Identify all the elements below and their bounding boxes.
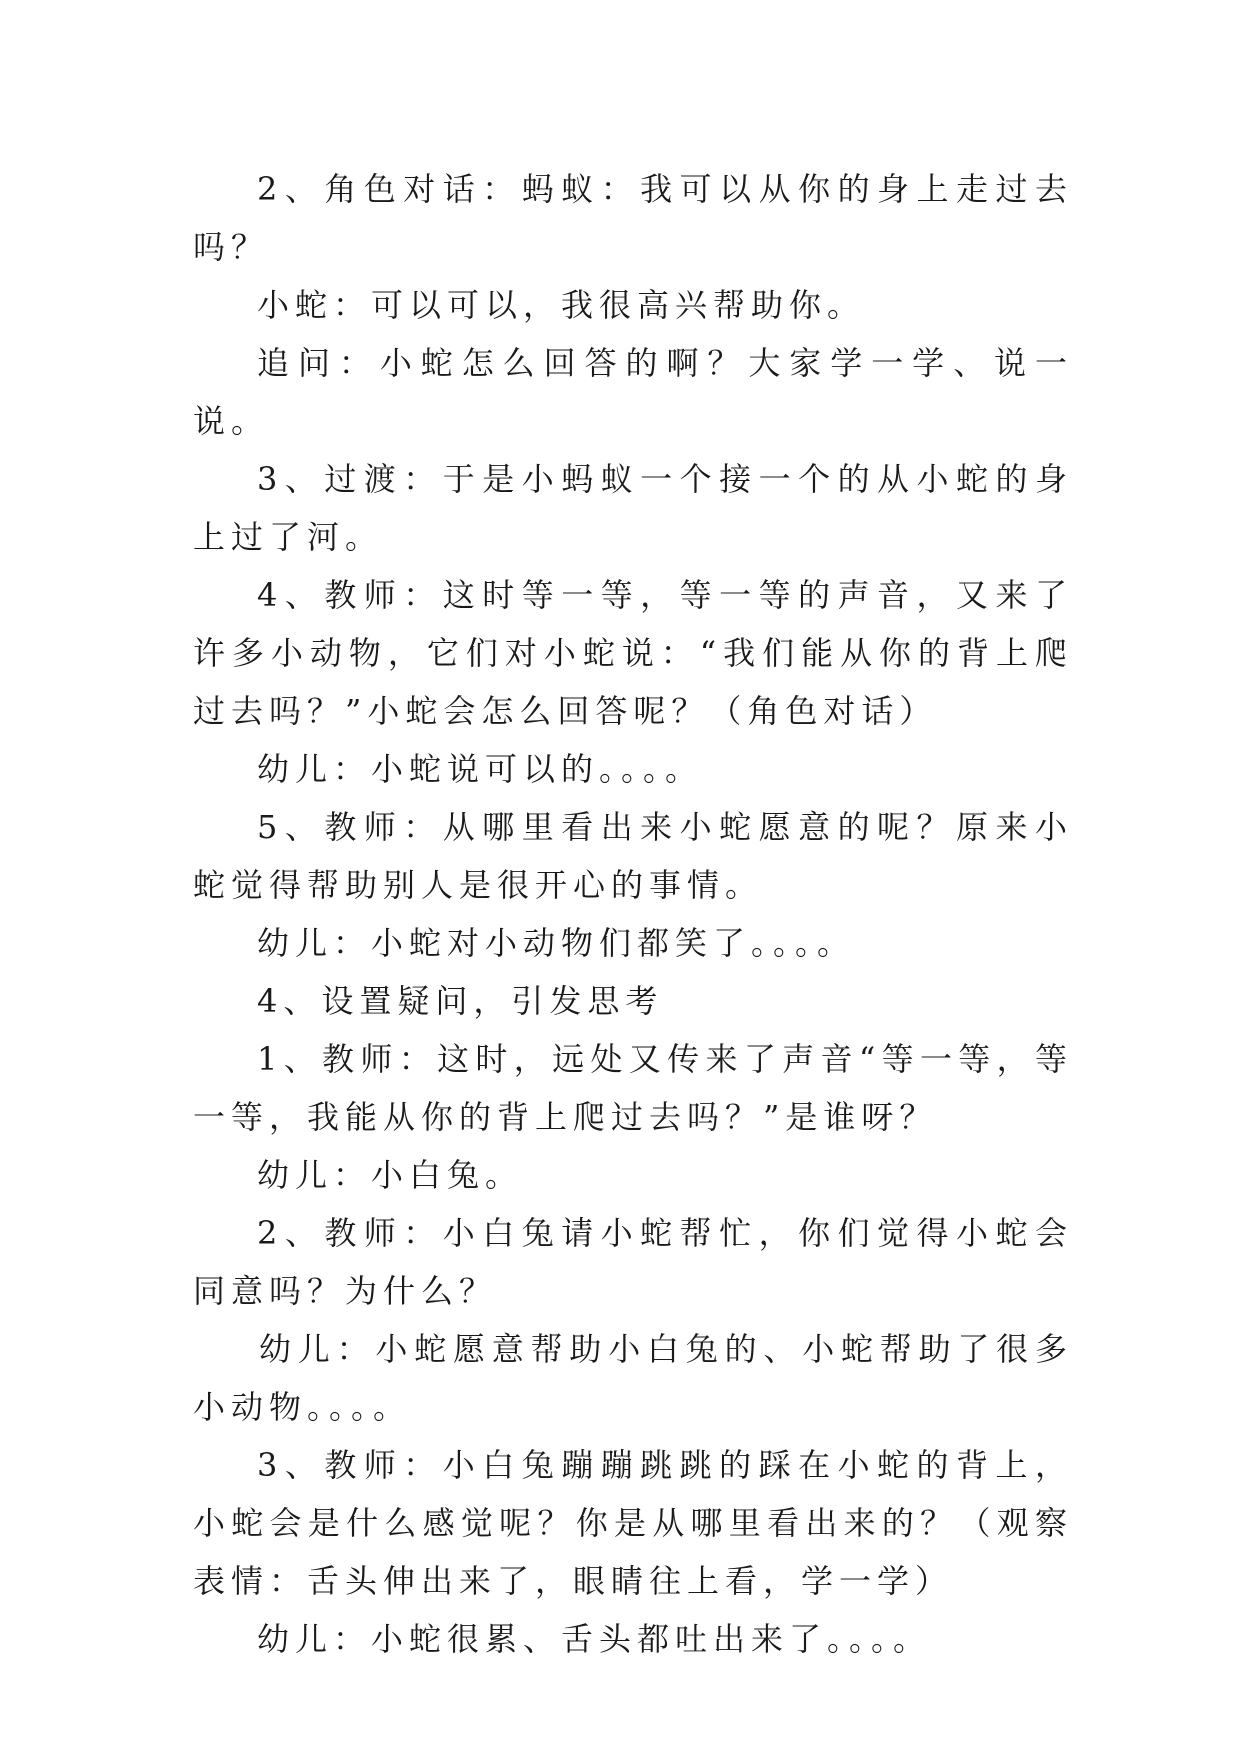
paragraph: 幼儿：小蛇愿意帮助小白兔的、小蛇帮助了很多小动物。。。。 xyxy=(193,1330,1073,1426)
paragraph: 5、教师：从哪里看出来小蛇愿意的呢？原来小蛇觉得帮助别人是很开心的事情。 xyxy=(193,808,1073,904)
paragraph: 4、教师：这时等一等，等一等的声音，又来了许多小动物，它们对小蛇说：“我们能从你的背上爬过去吗？”小蛇会怎么回答呢？（角色对话） xyxy=(193,576,1073,730)
paragraph: 3、过渡：于是小蚂蚁一个接一个的从小蛇的身上过了河。 xyxy=(193,460,1073,556)
paragraph: 幼儿：小蛇说可以的。。。。 xyxy=(257,750,704,788)
paragraph: 1、教师：这时，远处又传来了声音“等一等，等一等，我能从你的背上爬过去吗？”是谁呀？ xyxy=(193,1040,1073,1136)
paragraph: 幼儿：小蛇对小动物们都笑了。。。。 xyxy=(257,924,856,962)
paragraph: 幼儿：小蛇很累、舌头都吐出来了。。。。 xyxy=(257,1620,932,1658)
paragraph: 幼儿：小白兔。 xyxy=(257,1156,524,1194)
paragraph: 2、教师：小白兔请小蛇帮忙，你们觉得小蛇会同意吗？为什么？ xyxy=(193,1214,1073,1310)
document-body xyxy=(193,160,1073,1668)
paragraph: 小蛇：可以可以，我很高兴帮助你。 xyxy=(257,286,866,324)
paragraph: 4、设置疑问，引发思考 xyxy=(257,982,664,1020)
paragraph: 追问：小蛇怎么回答的啊？大家学一学、说一说。 xyxy=(193,344,1073,440)
paragraph: 3、教师：小白兔蹦蹦跳跳的踩在小蛇的背上，小蛇会是什么感觉呢？你是从哪里看出来的？（观察表情：舌头伸出来了，眼睛往上看，学一学） xyxy=(193,1446,1073,1600)
paragraph: 2、角色对话：蚂蚁：我可以从你的身上走过去吗？ xyxy=(193,170,1073,266)
